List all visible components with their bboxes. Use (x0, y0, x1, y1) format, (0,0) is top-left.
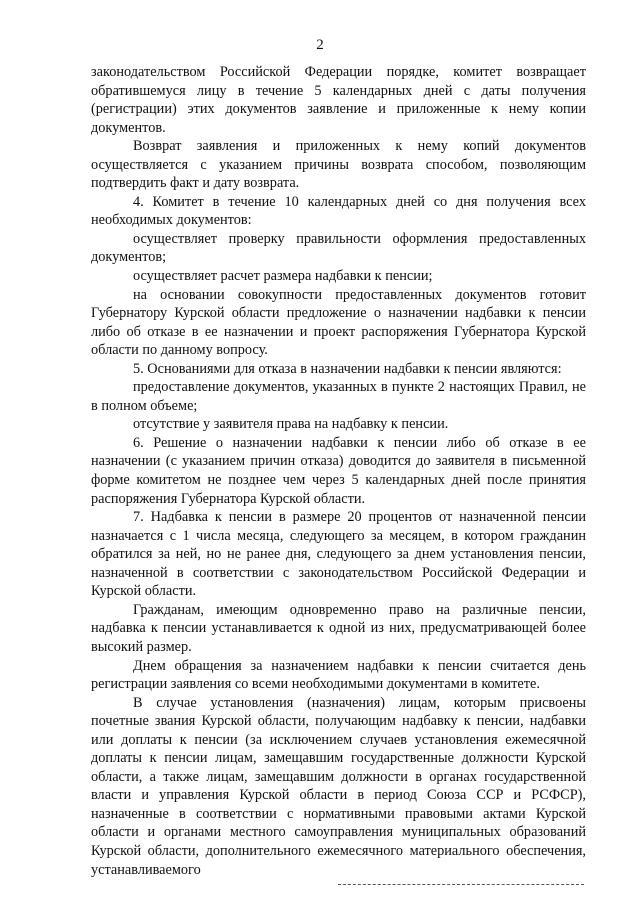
document-body (91, 63, 586, 879)
paragraph-item-5-no-right: отсутствие у заявителя права на надбавку к пенсии. (133, 416, 449, 433)
paragraph-item-4-check: осуществляет проверку правильности оформления предоставленных документов; (91, 230, 586, 266)
paragraph-item-4-calc: осуществляет расчет размера надбавки к пенсии; (133, 268, 433, 285)
paragraph-multiple-pensions: Гражданам, имеющим одновременно право на различные пенсии, надбавка к пенсии устанавливается к одной из них, предусматривающей более высокий размер. (91, 601, 586, 655)
page-number: 2 (316, 37, 324, 53)
paragraph-item-6: 6. Решение о назначении надбавки к пенсии либо об отказе в ее назначении (с указанием причин отказа) доводится до заявителя в письменной форме комитетом не позднее чем через 5 календарных дней после принятия распоряжения Губернатора Курской области. (91, 434, 586, 507)
paragraph-item-5: 5. Основаниями для отказа в назначении надбавки к пенсии являются: (133, 360, 562, 377)
footer-rule (338, 884, 584, 885)
paragraph-item-7: 7. Надбавка к пенсии в размере 20 процентов от назначенной пенсии назначается с 1 числа месяца, следующего за месяцем, в котором гражданин обратился за ней, но не ранее дня, следующего за днем установления пенсии, назначенной в соответствии с законодательством Российской Федерации и Курской области. (91, 509, 586, 600)
paragraph-return-procedure: законодательством Российской Федерации порядке, комитет возвращает обратившемуся лицу в течение 5 календарных дней с даты получения (регистрации) этих документов заявление и приложенные к нему копии документов. (91, 64, 586, 136)
paragraph-item-5-incomplete: предоставление документов, указанных в пункте 2 настоящих Правил, не в полном объеме; (91, 379, 586, 414)
paragraph-item-4-proposal: на основании совокупности предоставленных документов готовит Губернатору Курской области предложение о назначении надбавки к пенсии либо об отказе в ее назначении и проект распоряжения Губернатора Курской области по данному вопросу. (91, 286, 586, 359)
paragraph-application-day: Днем обращения за назначением надбавки к пенсии считается день регистрации заявления со всеми необходимыми документами в комитете. (91, 657, 586, 693)
paragraph-item-4: 4. Комитет в течение 10 календарных дней со дня получения всех необходимых документов: (91, 193, 586, 229)
paragraph-honorary-titles: В случае установления (назначения) лицам, которым присвоены почетные звания Курской области, получающим надбавку к пенсии, надбавки или доплаты к пенсии (за исключением случаев установления ежемесячной доплаты к пенсии лицам, замещавшим государственные должности Курской области, а также лицам, замещавшим должности в органах государственной власти и управления Курской области в период Союза ССР и РСФСР), назначенные в соответствии с нормативными правовыми актами Курской области и органами местного самоуправления муниципальных образований Курской области, дополнительного ежемесячного материального обеспечения, устанавливаемого (91, 694, 586, 878)
paragraph-return-method: Возврат заявления и приложенных к нему копий документов осуществляется с указанием причины возврата способом, позволяющим подтвердить факт и дату возврата. (91, 138, 586, 192)
